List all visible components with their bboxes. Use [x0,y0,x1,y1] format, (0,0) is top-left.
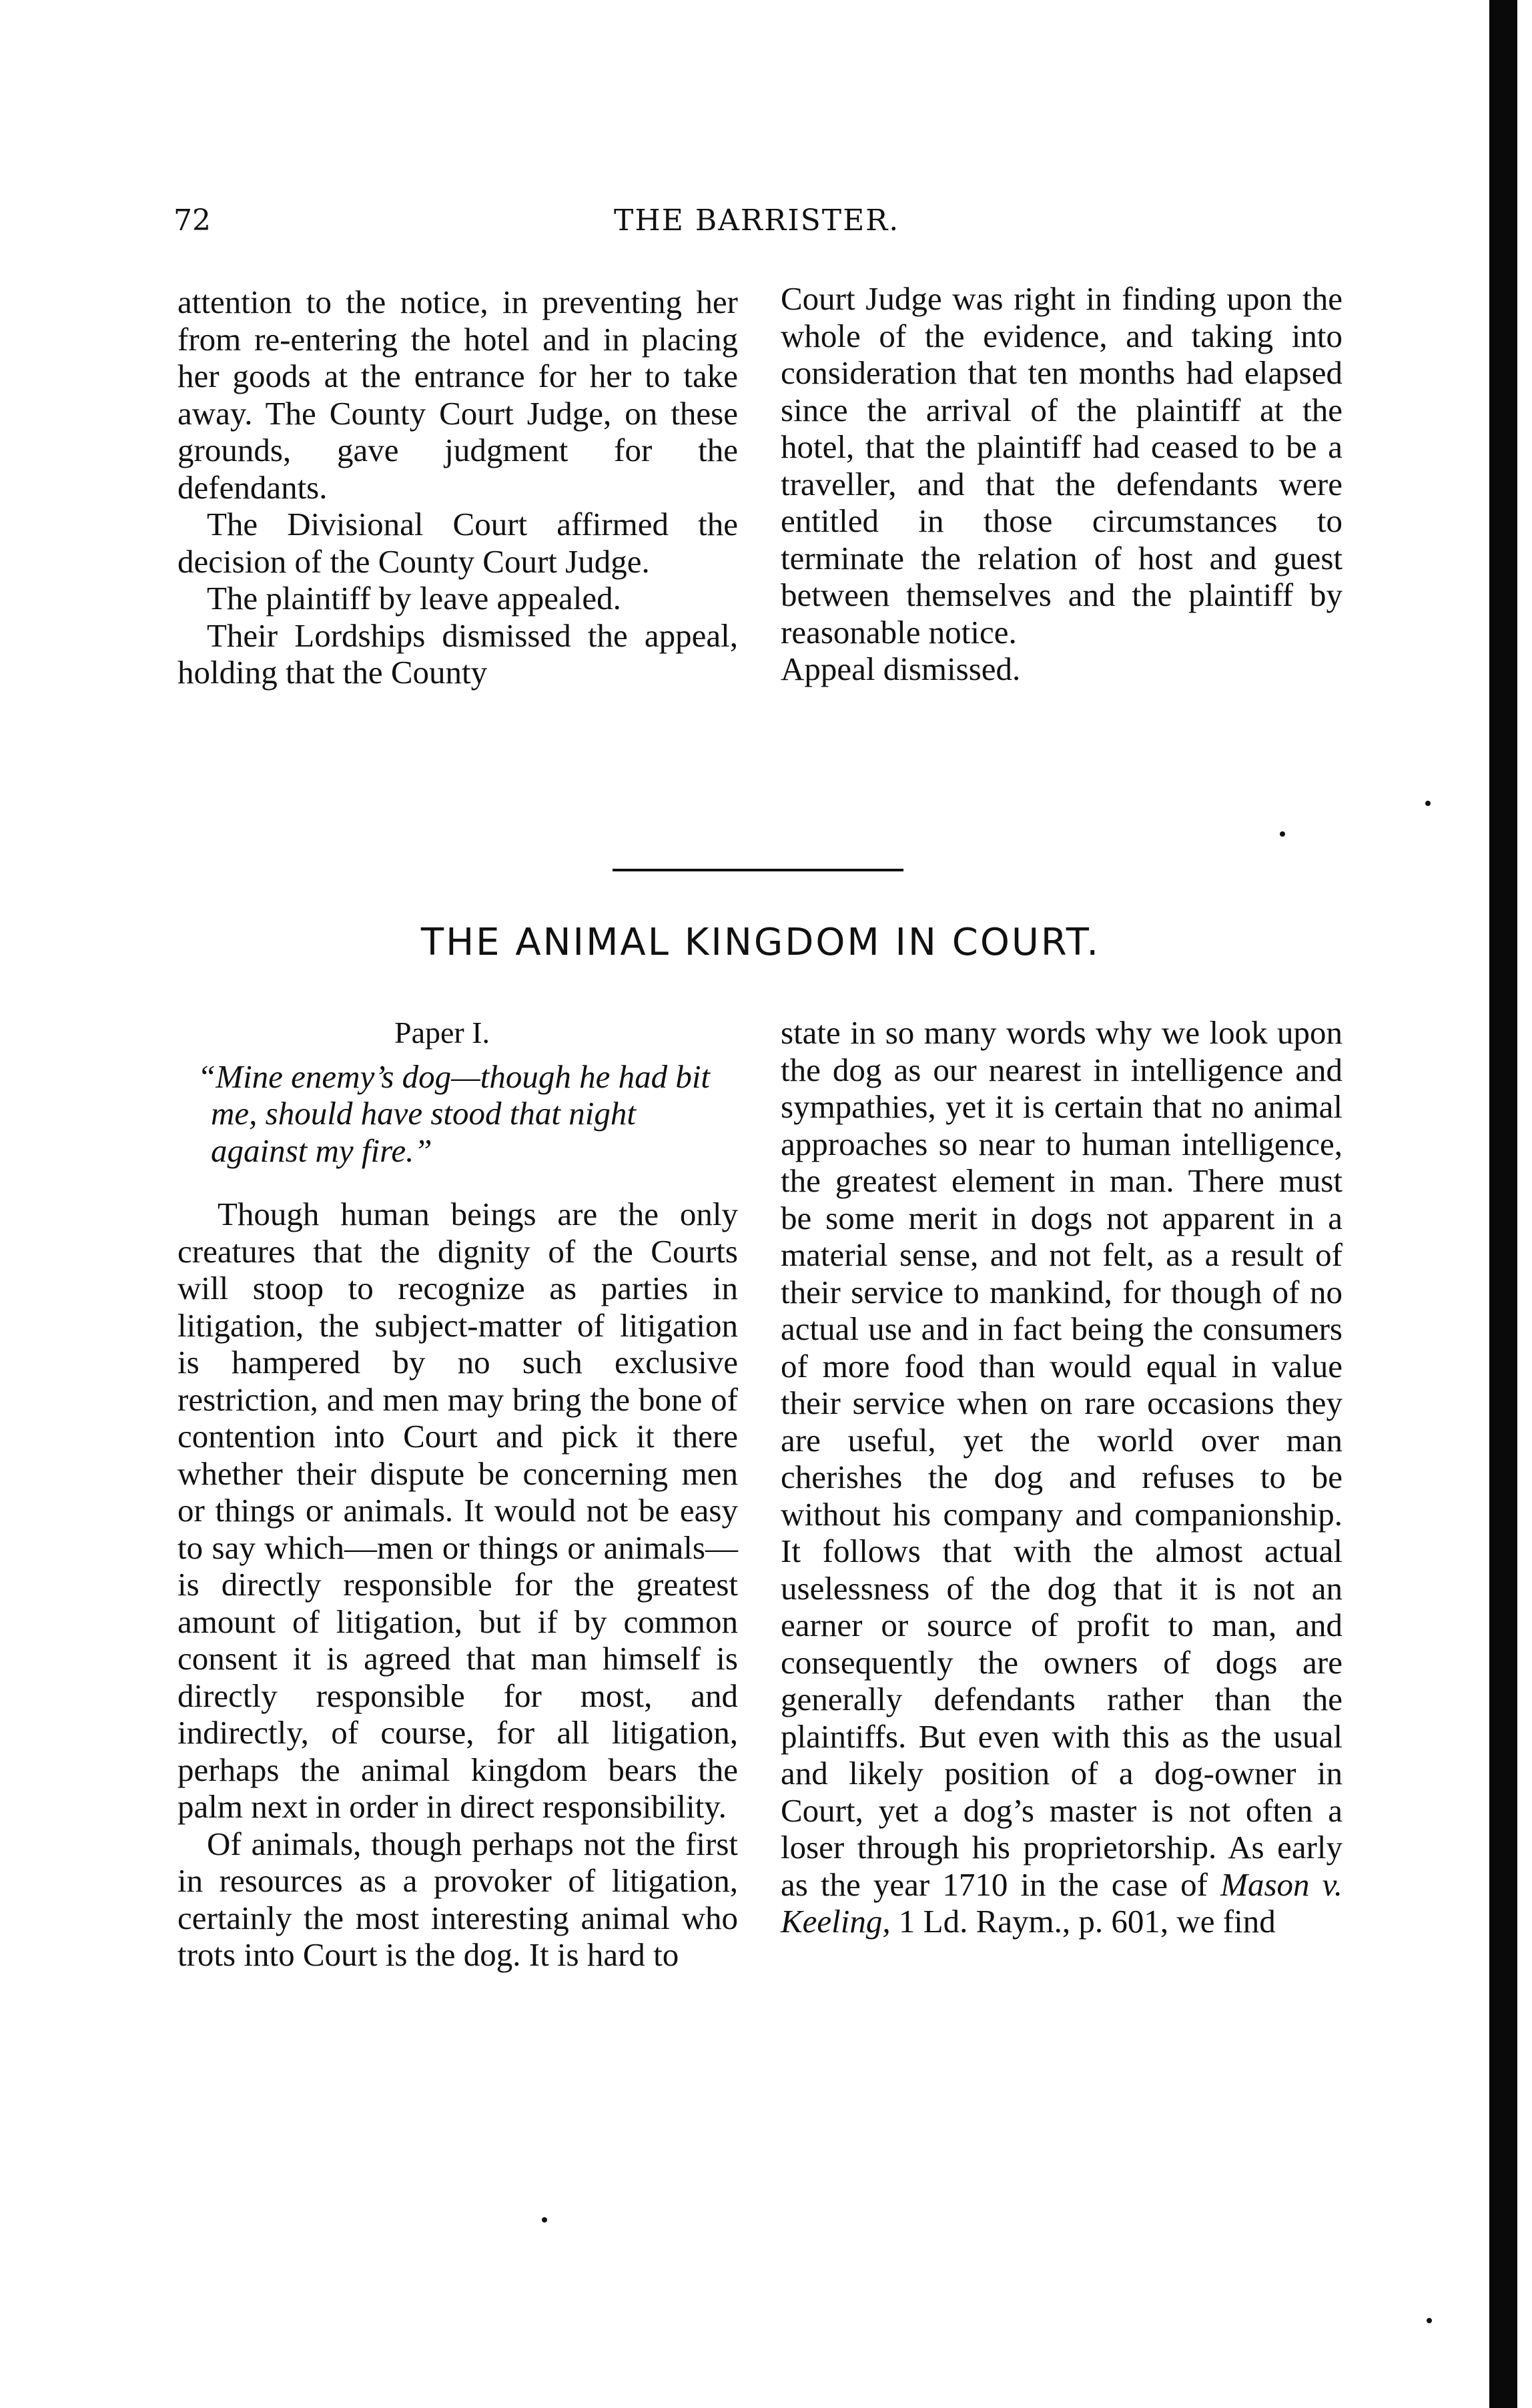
article-text: 1 Ld. Raym., p. 601, we find [890,1903,1276,1940]
report-disposition: Appeal dismissed. [781,651,1021,687]
article-title: THE ANIMAL KINGDOM IN COURT. [420,921,1101,964]
article-right-column [781,1014,1343,1940]
article-paragraph [781,1014,1343,1940]
report-paragraph: Court Judge was right in finding upon the whole of the evidence, and taking into consideration that ten months had elapsed since the arrival of the plaintiff at the hotel, that the plaintiff had ceased to be a traveller, and that the defendants were entitled in those circumstances to terminate the relation of host and guest between themselves and the plaintiff by reasonable notice. [781,280,1343,651]
report-paragraph: Their Lordships dismissed the appeal, holding that the County [177,617,738,691]
report-paragraph: attention to the notice, in preventing her from re-entering the hotel and in placing her goods at the entrance for her to take away. The County Court Judge, on these grounds, gave judgment for the defendants. [177,284,738,506]
article-left-column [177,1014,738,1974]
case-citation: Mason v. Keeling, [781,1866,1343,1940]
journal-title: THE BARRISTER. [614,204,900,238]
page-number: 72 [173,204,211,238]
report-left-column [177,284,738,691]
section-divider [613,869,903,871]
running-head [173,204,1348,250]
page-edge-shadow [1489,0,1517,2408]
epigraph: “Mine enemy’s dog—though he had bit me, should have stood that night against my fire.” [198,1058,711,1169]
report-paragraph: The Divisional Court affirmed the decision of the County Court Judge. [177,506,738,580]
report-paragraph: The plaintiff by leave appealed. [207,580,621,617]
ink-speck [542,2217,547,2223]
report-right-column [781,280,1343,688]
article-text: state in so many words why we look upon the dog as our nearest in intelligence and sympathies, yet it is certain that no animal approaches so near to human intelligence, the greatest element in man. There must be some merit in dogs not apparent in a material sense, and not felt, as a result of their service to mankind, for though of no actual use and in fact being the consumers of more food than would equal in value their service when on rare occasions they are useful, yet the world over man cherishes the dog and refuses to be without his company and companionship. It follows that with the almost actual uselessness of the dog that it is not an earner or source of profit to man, and consequently the owners of dogs are generally defendants rather than the plaintiffs. But even with this as the usual and likely position of a dog-owner in Court, yet a dog’s master is not often a loser through his proprietorship. As early as the year 1710 in the case of [781,1014,1343,1903]
ink-speck [1425,801,1431,806]
article-paragraph: Though human beings are the only creatures that the dignity of the Courts will stoop to recognize as parties in litigation, the subject-matter of litigation is hampered by no such exclusive restriction, and men may bring the bone of contention into Court and pick it there whether their dispute be concerning men or things or animals. It would not be easy to say which—men or things or animals—is directly responsible for the greatest amount of litigation, but if by common consent it is agreed that man himself is directly responsible for most, and indirectly, of course, for all litigation, perhaps the animal kingdom bears the palm next in order in direct responsibility. [177,1196,738,1825]
paper-label: Paper I. [394,1016,490,1050]
ink-speck [1427,2318,1432,2323]
ink-speck [1280,831,1285,837]
article-paragraph: Of animals, though perhaps not the first in resources as a provoker of litigation, certainly the most interesting animal who trots into Court is the dog. It is hard to [177,1825,738,1973]
